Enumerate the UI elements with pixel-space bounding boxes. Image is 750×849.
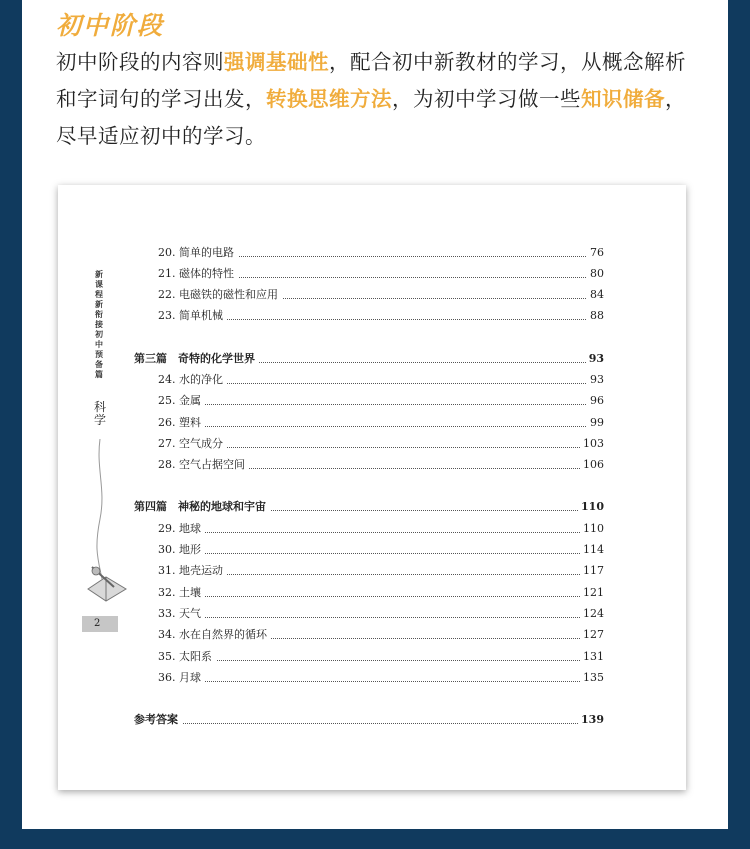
- toc-label: 第四篇 神秘的地球和宇宙: [134, 499, 270, 515]
- toc-label: 36. 月球: [158, 670, 205, 686]
- toc-leader-dots: [158, 426, 604, 427]
- toc-row: [158, 415, 604, 431]
- toc-page-number: 117: [580, 563, 604, 579]
- toc-page-number: 110: [580, 521, 604, 537]
- toc-label: 33. 天气: [158, 606, 205, 622]
- toc-row: [158, 436, 604, 452]
- toc-page-number: 103: [580, 436, 604, 452]
- toc-page-number: 84: [587, 287, 604, 303]
- toc-label: 29. 地球: [158, 521, 205, 537]
- toc-part-row: [134, 351, 604, 367]
- toc-page-number: 93: [586, 351, 604, 367]
- toc-label: 30. 地形: [158, 542, 205, 558]
- toc-page-number: 93: [587, 372, 604, 388]
- book-series-spine: 新课程 新衔接 初中预备篇: [95, 269, 103, 379]
- intro-paragraph: [56, 44, 696, 155]
- toc-page-number: 114: [580, 542, 604, 558]
- toc-page-number: 80: [587, 266, 604, 282]
- toc-leader-dots: [158, 596, 604, 597]
- toc-label: 20. 简单的电路: [158, 245, 238, 261]
- toc-row: [158, 542, 604, 558]
- toc-label: 参考答案: [134, 712, 182, 728]
- toc-page-number: 76: [587, 245, 604, 261]
- toc-page-number: 96: [587, 393, 604, 409]
- toc-label: 28. 空气占据空间: [158, 457, 249, 473]
- intro-text-1: 初中阶段的内容则: [56, 50, 224, 74]
- toc-label: 22. 电磁铁的磁性和应用: [158, 287, 282, 303]
- highlight-thinking: 转换思维方法: [266, 87, 392, 111]
- toc-label: 25. 金属: [158, 393, 205, 409]
- toc-page-number: 121: [580, 585, 604, 601]
- toc-row: [158, 457, 604, 473]
- toc-row: [158, 372, 604, 388]
- highlight-basics: 强调基础性: [224, 50, 329, 74]
- toc-row: [158, 287, 604, 303]
- toc-row: [158, 308, 604, 324]
- toc-page-number: 139: [578, 712, 604, 728]
- toc-label: 32. 土壤: [158, 585, 205, 601]
- toc-page-number: 131: [580, 649, 604, 665]
- toc-page-number: 88: [587, 308, 604, 324]
- book-page-image: [58, 185, 686, 790]
- page-number-tab: 2: [82, 616, 118, 632]
- toc-label: 26. 塑料: [158, 415, 205, 431]
- toc-row: [158, 266, 604, 282]
- toc-page-number: 135: [580, 670, 604, 686]
- toc-leader-dots: [158, 660, 604, 661]
- book-illustration-icon: [80, 439, 132, 609]
- toc-label: 27. 空气成分: [158, 436, 227, 452]
- toc-page-number: 124: [580, 606, 604, 622]
- toc-row: [158, 585, 604, 601]
- toc-label: 23. 简单机械: [158, 308, 227, 324]
- toc-label: 35. 太阳系: [158, 649, 216, 665]
- toc-row: [158, 521, 604, 537]
- toc-row: [158, 245, 604, 261]
- toc-row: [158, 649, 604, 665]
- toc-label: 34. 水在自然界的循环: [158, 627, 271, 643]
- toc-leader-dots: [158, 681, 604, 682]
- intro-text-3: ，为初中学习做一些: [392, 87, 581, 111]
- highlight-knowledge: 知识储备: [581, 87, 665, 111]
- toc-label: 第三篇 奇特的化学世界: [134, 351, 259, 367]
- toc-label: 21. 磁体的特性: [158, 266, 238, 282]
- book-subject: 科学: [93, 400, 106, 427]
- toc-part-row: [134, 499, 604, 515]
- toc-leader-dots: [134, 723, 604, 724]
- toc-row: [158, 606, 604, 622]
- toc-row: [158, 627, 604, 643]
- toc-row: [158, 563, 604, 579]
- intro-text-4: ，尽早适应初中的学习。: [56, 87, 686, 148]
- toc-part-row: [134, 712, 604, 728]
- toc-leader-dots: [158, 553, 604, 554]
- intro-text-2: ，配合初中新教材的学习，从概念解析和字词句的学习出发，: [56, 50, 686, 111]
- toc-leader-dots: [158, 617, 604, 618]
- toc-leader-dots: [158, 404, 604, 405]
- toc-leader-dots: [158, 532, 604, 533]
- toc-page-number: 106: [580, 457, 604, 473]
- toc-label: 31. 地壳运动: [158, 563, 227, 579]
- toc-page-number: 127: [580, 627, 604, 643]
- section-title: 初中阶段: [56, 11, 165, 40]
- toc-row: [158, 393, 604, 409]
- toc-page-number: 110: [578, 499, 604, 515]
- toc-label: 24. 水的净化: [158, 372, 227, 388]
- toc-row: [158, 670, 604, 686]
- toc-page-number: 99: [587, 415, 604, 431]
